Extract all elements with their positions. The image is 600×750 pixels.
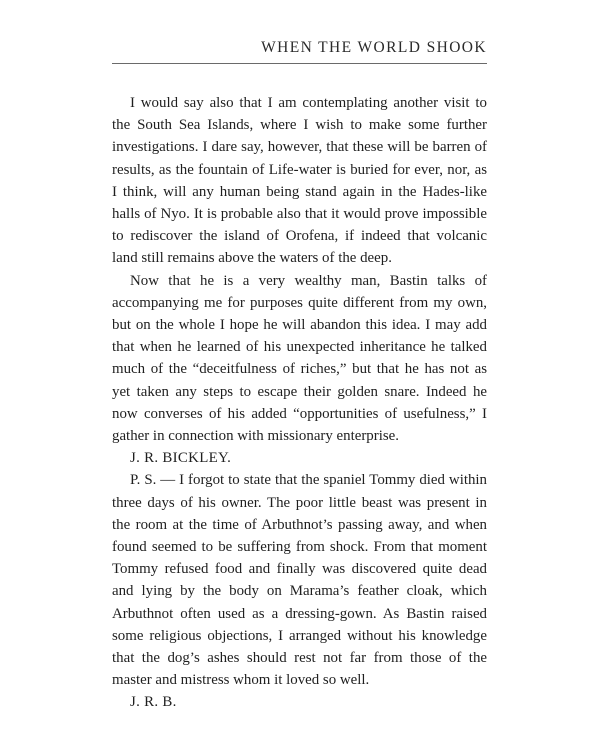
paragraph-1: I would say also that I am contemplating another visit to the South Sea Islands, where I wish to make some further investigations. I dare say, however, that these will be barren of results, as the fountain of Life-water is buried for ever, nor, as I think, will any human being stand again in the Hades-like halls of Nyo. It is probable also that it would prove impossible to rediscover the island of Orofena, if indeed that volcanic land still remains above the waters of the deep. — [112, 95, 487, 267]
signature-bickley: J. R. BICKLEY. — [130, 450, 232, 467]
header-rule — [112, 63, 487, 64]
paragraph-2: Now that he is a very wealthy man, Bastin talks of accompanying me for purposes quite different from my own, but on the whole I hope he will abandon this idea. I may add that when he learned of his unexpected inheritance he talked much of the “deceitfulness of riches,” but that he has not as yet taken any steps to escape their golden snare. Indeed he now converses of his added “opportunities of usefulness,” I gather in connection with missionary enterprise. — [112, 272, 487, 445]
body-text — [112, 92, 487, 714]
signature-initials: J. R. B. — [130, 694, 177, 711]
postscript-paragraph: P. S. — I forgot to state that the spaniel Tommy died within three days of his owner. The poor little beast was present in the room at the time of Arbuthnot’s passing away, and when found seemed to be suffering from shock. From that moment Tommy refused food and finally was discovered quite dead and lying by the body on Marama’s feather cloak, which Arbuthnot often used as a dressing-gown. As Bastin raised some religious objections, I arranged without his knowledge that the dog’s ashes should rest not far from those of the master and mistress whom it loved so well. — [112, 472, 487, 689]
running-head: WHEN THE WORLD SHOOK — [261, 39, 487, 56]
